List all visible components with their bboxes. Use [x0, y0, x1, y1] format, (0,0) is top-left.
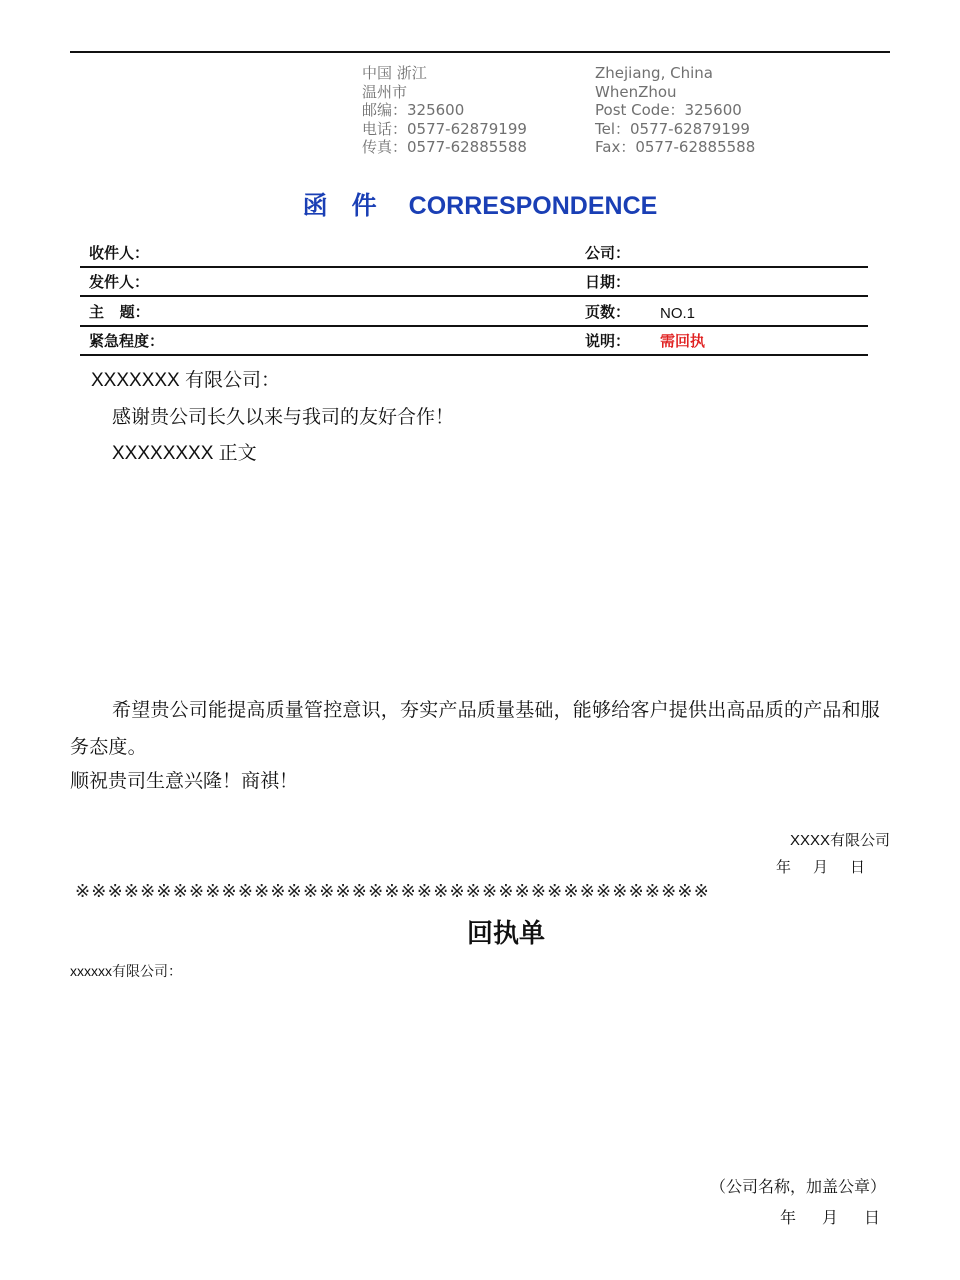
- document-title: [0, 186, 960, 222]
- letter-thanks: 感谢贵公司长久以来与我司的友好合作！: [112, 406, 455, 428]
- info-row-urgency: [80, 327, 868, 357]
- address-line: 温州市: [362, 82, 408, 101]
- address-line: Tel：0577-62879199: [595, 119, 750, 138]
- letter-paragraph: 希望贵公司能提高质量管控意识，夯实产品质量基础，能够给客户提供出高品质的产品和服务态度。: [70, 699, 881, 758]
- recipient-label: 收件人：: [89, 243, 150, 262]
- signature-date: [776, 856, 865, 877]
- title-en: CORRESPONDENCE: [408, 192, 658, 220]
- date-label: 日期：: [585, 273, 631, 291]
- address-line: Post Code：325600: [595, 101, 742, 120]
- date-day: 日: [849, 858, 865, 876]
- address-block-en: [595, 64, 755, 157]
- address-line: 传真：0577-62885588: [362, 138, 527, 157]
- reference-mark-divider: ※※※※※※※※※※※※※※※※※※※※※※※※※※※※※※※※※※※※※※※: [75, 881, 710, 902]
- date-month: 月: [821, 1208, 838, 1227]
- title-cn: 函件: [302, 191, 401, 220]
- address-line: Fax：0577-62885588: [595, 138, 756, 157]
- info-row-recipient: [80, 238, 868, 268]
- info-table: [80, 238, 868, 356]
- date-year: 年: [779, 1208, 796, 1227]
- date-year: 年: [775, 858, 791, 876]
- letter-closing: 顺祝贵司生意兴隆！商祺！: [70, 770, 299, 792]
- info-row-sender: [80, 268, 868, 298]
- top-rule: [70, 51, 890, 53]
- note-value-receipt-required: 需回执: [660, 332, 706, 350]
- address-block-cn: [362, 64, 527, 157]
- receipt-addressee: xxxxxx有限公司：: [70, 963, 182, 979]
- address-line: Zhejiang, China: [595, 64, 713, 82]
- letter-body-placeholder: XXXXXXXX 正文: [112, 443, 257, 464]
- date-month: 月: [812, 858, 828, 876]
- subject-label: 主 题：: [89, 302, 150, 321]
- urgency-label: 紧急程度：: [89, 332, 165, 350]
- receipt-stamp-note: （公司名称，加盖公章）: [709, 1177, 886, 1196]
- info-row-subject: [80, 297, 868, 327]
- receipt-title: 回执单: [466, 919, 545, 949]
- receipt-date: [780, 1205, 880, 1228]
- sender-label: 发件人：: [89, 273, 150, 291]
- address-line: WhenZhou: [595, 82, 677, 101]
- address-line: 中国 浙江: [362, 64, 427, 82]
- pages-value: NO.1: [660, 304, 696, 322]
- address-line: 电话：0577-62879199: [362, 119, 527, 138]
- signature-company: XXXX有限公司: [789, 832, 890, 849]
- date-day: 日: [863, 1208, 880, 1227]
- note-label: 说明：: [585, 332, 631, 350]
- company-label: 公司：: [585, 243, 631, 262]
- letter-salutation: XXXXXXX 有限公司：: [91, 370, 280, 391]
- address-line: 邮编：325600: [362, 101, 465, 120]
- pages-label: 页数：: [585, 302, 631, 321]
